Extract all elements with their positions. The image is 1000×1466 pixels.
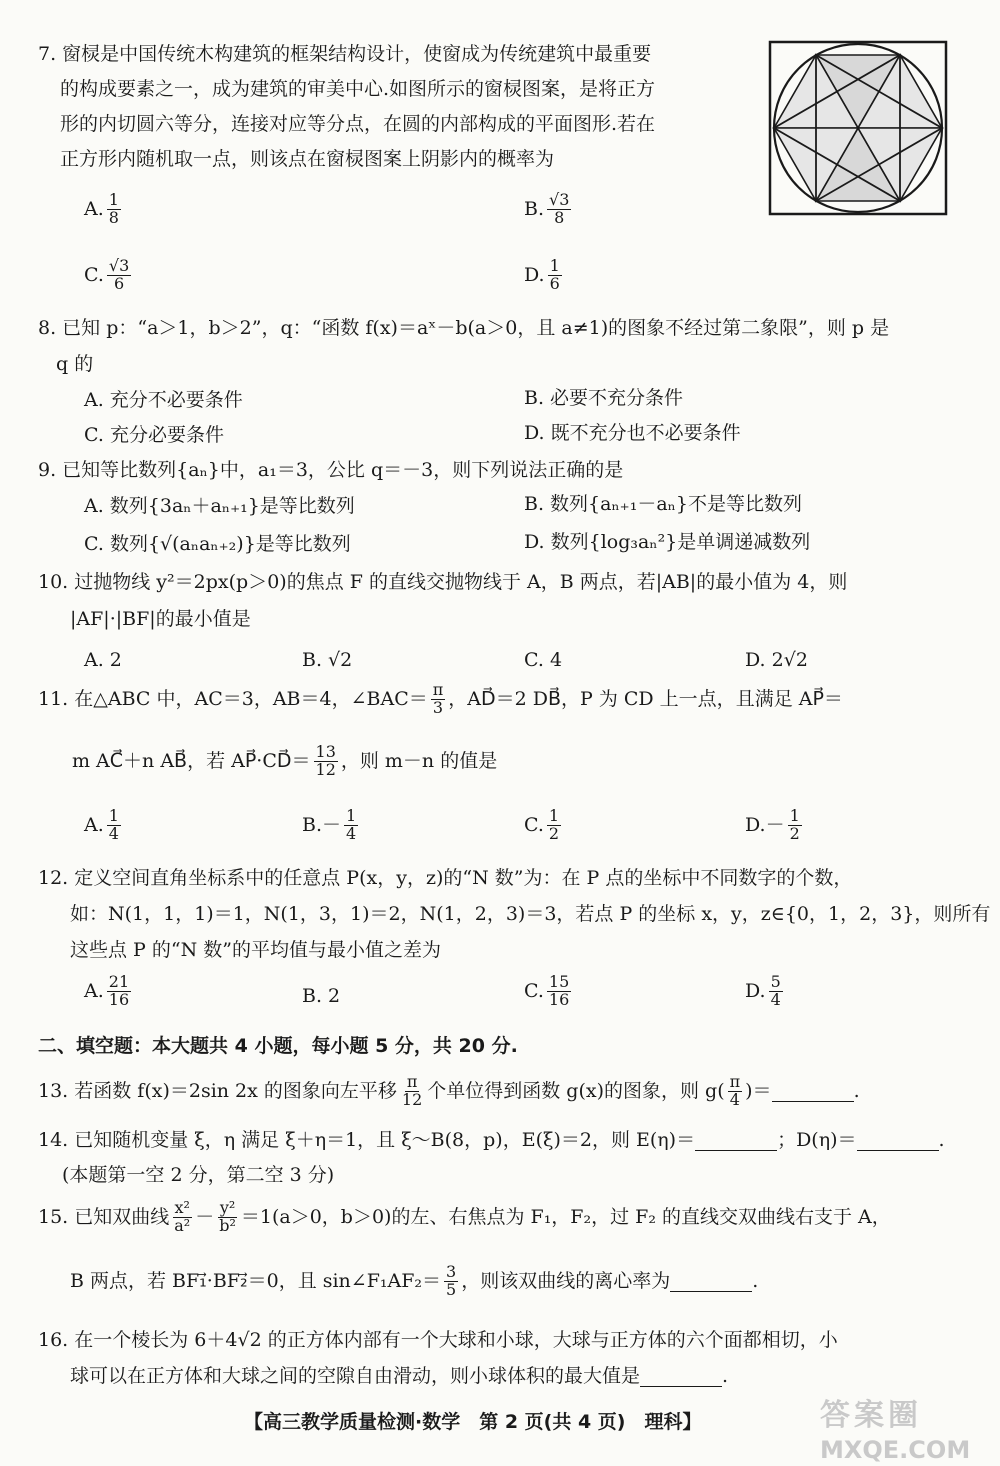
q11-option-a[interactable] bbox=[84, 808, 124, 843]
fraction bbox=[547, 192, 571, 227]
denominator: 4 bbox=[108, 823, 119, 843]
q12-option-a[interactable] bbox=[84, 974, 134, 1009]
q12-line-3: 这些点 P 的“N 数”的平均值与最小值之差为 bbox=[70, 939, 441, 961]
window-lattice-figure bbox=[768, 40, 948, 216]
option-label: D. bbox=[745, 979, 766, 1002]
fraction bbox=[217, 1200, 238, 1235]
option-label: C. bbox=[524, 813, 544, 836]
q16-answer-blank[interactable] bbox=[640, 1366, 722, 1387]
q7-option-b[interactable] bbox=[524, 192, 574, 227]
q14-answer-blank-2[interactable] bbox=[857, 1130, 939, 1151]
period: . bbox=[752, 1269, 759, 1292]
numerator: x² bbox=[174, 1198, 190, 1217]
q7-line-4: 正方形内随机取一点，则该点在窗棂图案上阴影内的概率为 bbox=[60, 148, 555, 170]
fraction bbox=[107, 974, 131, 1009]
fraction bbox=[547, 808, 561, 843]
fraction bbox=[107, 258, 131, 293]
q15-text-d: ，则该双曲线的离心率为 bbox=[461, 1269, 671, 1292]
q15-answer-blank[interactable] bbox=[670, 1271, 752, 1292]
denominator: 16 bbox=[108, 989, 130, 1009]
q8-option-a[interactable]: A. 充分不必要条件 bbox=[84, 389, 243, 411]
option-label: A. bbox=[84, 979, 104, 1002]
q15-text-b: ＝1(a＞0，b＞0)的左、右焦点为 F₁，F₂，过 F₂ 的直线交双曲线右支于 A， bbox=[240, 1205, 891, 1228]
q14-note: (本题第一空 2 分，第二空 3 分) bbox=[62, 1164, 335, 1186]
q7-option-d[interactable] bbox=[524, 258, 565, 293]
q11-text-b: ，AD⃗＝2 DB⃗，P 为 CD 上一点，且满足 AP⃗＝ bbox=[448, 687, 843, 710]
denominator: 4 bbox=[346, 823, 357, 843]
q11-text-d: ，则 m－n 的值是 bbox=[340, 749, 498, 772]
fraction bbox=[547, 974, 571, 1009]
numerator: 21 bbox=[108, 972, 130, 991]
option-label: B. bbox=[524, 197, 545, 220]
option-label: C. bbox=[84, 263, 104, 286]
watermark-text-1: 答案圈 bbox=[820, 1398, 922, 1433]
fraction bbox=[431, 682, 446, 717]
q10-line-1: 10. 过抛物线 y²＝2px(p＞0)的焦点 F 的直线交抛物线于 A，B 两点，若|AB|的最小值为 4，则 bbox=[38, 571, 848, 593]
watermark-logo bbox=[820, 1396, 970, 1466]
denominator: 6 bbox=[114, 273, 125, 293]
numerator: π bbox=[406, 1072, 418, 1091]
section-heading-fill-blank: 二、填空题：本大题共 4 小题，每小题 5 分，共 20 分. bbox=[38, 1035, 518, 1057]
denominator: 8 bbox=[108, 207, 119, 227]
q10-line-2: |AF|·|BF|的最小值是 bbox=[70, 608, 251, 630]
q9-option-d[interactable]: D. 数列{log₃aₙ²}是单调递减数列 bbox=[524, 531, 811, 553]
denominator: 4 bbox=[729, 1089, 740, 1109]
option-label: B. bbox=[302, 813, 323, 836]
q12-line-2: 如：N(1，1，1)＝1，N(1，3，1)＝2，N(1，2，3)＝3，若点 P 的坐标 x，y，z∈{0，1，2，3}，则所有 bbox=[70, 903, 991, 925]
fraction bbox=[107, 808, 121, 843]
fraction bbox=[344, 808, 358, 843]
q14-line bbox=[38, 1128, 945, 1153]
option-label: C. bbox=[524, 979, 544, 1002]
denominator: 6 bbox=[549, 273, 560, 293]
minus-sign: － bbox=[195, 1205, 215, 1228]
q10-option-a[interactable]: A. 2 bbox=[84, 649, 122, 671]
q7-line-3: 形的内切圆六等分，连接对应等分点，在圆的内部构成的平面图形.若在 bbox=[60, 113, 656, 135]
numerator: y² bbox=[219, 1198, 236, 1217]
numerator: √3 bbox=[549, 190, 570, 209]
fraction bbox=[769, 974, 783, 1009]
numerator: 15 bbox=[548, 972, 570, 991]
q15-line-1 bbox=[38, 1200, 891, 1235]
q12-line-1: 12. 定义空间直角坐标系中的任意点 P(x，y，z)的“N 数”为：在 P 点的坐标中不同数字的个数， bbox=[38, 867, 853, 889]
q12-option-d[interactable] bbox=[745, 974, 786, 1009]
denominator: 8 bbox=[554, 207, 565, 227]
denominator: 2 bbox=[548, 823, 560, 843]
fraction bbox=[444, 1264, 458, 1299]
q8-line-2: q 的 bbox=[56, 353, 94, 375]
numerator: 1 bbox=[789, 806, 800, 825]
q10-option-d[interactable]: D. 2√2 bbox=[745, 649, 808, 671]
q14-text-a: 14. 已知随机变量 ξ，η 满足 ξ＋η＝1，且 ξ～B(8，p)，E(ξ)＝2，则 E(η)＝ bbox=[38, 1129, 696, 1151]
q9-stem: 9. 已知等比数列{aₙ}中，a₁＝3，公比 q＝－3，则下列说法正确的是 bbox=[38, 459, 624, 481]
q7-option-c[interactable] bbox=[84, 258, 134, 293]
numerator: π bbox=[432, 680, 444, 699]
numerator: 1 bbox=[549, 256, 560, 275]
denominator: b² bbox=[219, 1215, 236, 1235]
denominator: 3 bbox=[432, 697, 444, 717]
option-label: D. bbox=[524, 263, 545, 286]
fraction bbox=[172, 1200, 192, 1235]
denominator: 12 bbox=[315, 759, 336, 779]
q12-option-c[interactable] bbox=[524, 974, 574, 1009]
q11-option-c[interactable] bbox=[524, 808, 564, 843]
fraction bbox=[314, 744, 338, 779]
numerator: 5 bbox=[770, 972, 781, 991]
q13-line bbox=[38, 1074, 860, 1109]
q16-line-2 bbox=[70, 1364, 728, 1389]
q14-answer-blank-1[interactable] bbox=[695, 1130, 777, 1151]
q13-text-a: 13. 若函数 f(x)＝2sin 2x 的图象向左平移 bbox=[38, 1079, 397, 1102]
q11-line-1 bbox=[38, 682, 843, 717]
period: . bbox=[722, 1365, 729, 1387]
denominator: a² bbox=[174, 1215, 191, 1235]
watermark-text-2: MXQE.COM bbox=[820, 1436, 971, 1464]
numerator: 3 bbox=[446, 1262, 457, 1281]
q13-text-b: 个单位得到函数 g(x)的图象，则 g( bbox=[427, 1079, 725, 1102]
q11-text-c: m AC⃗＋n AB⃗，若 AP⃗·CD⃗＝ bbox=[72, 749, 311, 772]
q8-option-d[interactable]: D. 既不充分也不必要条件 bbox=[524, 422, 741, 444]
q11-option-d[interactable] bbox=[745, 808, 805, 843]
numerator: π bbox=[729, 1072, 741, 1091]
option-label: A. bbox=[84, 197, 104, 220]
q8-option-b[interactable]: B. 必要不充分条件 bbox=[524, 387, 684, 409]
q10-option-c[interactable]: C. 4 bbox=[524, 649, 563, 671]
option-label: D. bbox=[745, 813, 766, 836]
numerator: √3 bbox=[108, 256, 130, 275]
q11-text-a: 11. 在△ABC 中，AC＝3，AB＝4，∠BAC＝ bbox=[38, 687, 428, 710]
q9-option-a[interactable]: A. 数列{3aₙ＋aₙ₊₁}是等比数列 bbox=[84, 495, 355, 517]
numerator: 1 bbox=[108, 806, 119, 825]
q12-option-b[interactable]: B. 2 bbox=[302, 985, 341, 1007]
denominator: 12 bbox=[401, 1089, 423, 1109]
denominator: 5 bbox=[446, 1279, 457, 1299]
fraction bbox=[548, 258, 562, 293]
q7-option-a[interactable] bbox=[84, 192, 124, 227]
numerator: 1 bbox=[108, 190, 119, 209]
q8-line-1: 8. 已知 p：“a＞1，b＞2”，q：“函数 f(x)＝aˣ－b(a＞0，且 a≠1)的图象不经过第二象限”，则 p 是 bbox=[38, 317, 890, 339]
q11-line-2 bbox=[72, 744, 497, 779]
q11-option-b[interactable] bbox=[302, 808, 361, 843]
denominator: 4 bbox=[770, 989, 781, 1009]
fraction bbox=[107, 192, 121, 227]
minus-sign: － bbox=[322, 813, 342, 836]
q10-option-b[interactable]: B. √2 bbox=[302, 649, 353, 671]
q15-line-2 bbox=[70, 1264, 758, 1299]
numerator: 1 bbox=[346, 806, 357, 825]
minus-sign: － bbox=[765, 813, 785, 836]
denominator: 16 bbox=[548, 989, 570, 1009]
q16-text: 球可以在正方体和大球之间的空隙自由滑动，则小球体积的最大值是 bbox=[70, 1365, 641, 1387]
option-label: A. bbox=[84, 813, 104, 836]
fraction bbox=[788, 808, 802, 843]
q9-option-b[interactable]: B. 数列{aₙ₊₁－aₙ}不是等比数列 bbox=[524, 493, 802, 515]
fraction bbox=[400, 1074, 424, 1109]
period: . bbox=[938, 1129, 945, 1151]
page-footer: 【高三教学质量检测·数学 第 2 页(共 4 页) 理科】 bbox=[244, 1411, 702, 1433]
fraction bbox=[728, 1074, 743, 1109]
q7-line-2: 的构成要素之一，成为建筑的审美中心.如图所示的窗棂图案，是将正方 bbox=[60, 78, 656, 100]
q13-text-c: )＝ bbox=[745, 1079, 772, 1102]
q15-text-a: 15. 已知双曲线 bbox=[38, 1205, 170, 1228]
q13-answer-blank[interactable] bbox=[772, 1081, 854, 1102]
q16-line-1: 16. 在一个棱长为 6＋4√2 的正方体内部有一个大球和小球，大球与正方体的六个面都相切，小 bbox=[38, 1329, 838, 1351]
denominator: 2 bbox=[789, 823, 800, 843]
q7-line-1: 7. 窗棂是中国传统木构建筑的框架结构设计，使窗成为传统建筑中最重要 bbox=[38, 43, 652, 65]
q14-text-b: ；D(η)＝ bbox=[777, 1129, 857, 1151]
period: . bbox=[853, 1079, 860, 1102]
numerator: 1 bbox=[548, 806, 560, 825]
q8-option-c[interactable]: C. 充分必要条件 bbox=[84, 424, 224, 446]
q9-option-c[interactable]: C. 数列{√(aₙaₙ₊₂)}是等比数列 bbox=[84, 533, 351, 555]
q15-text-c: B 两点，若 BF₁⃗·BF₂⃗＝0，且 sin∠F₁AF₂＝ bbox=[70, 1269, 442, 1292]
numerator: 13 bbox=[315, 742, 336, 761]
